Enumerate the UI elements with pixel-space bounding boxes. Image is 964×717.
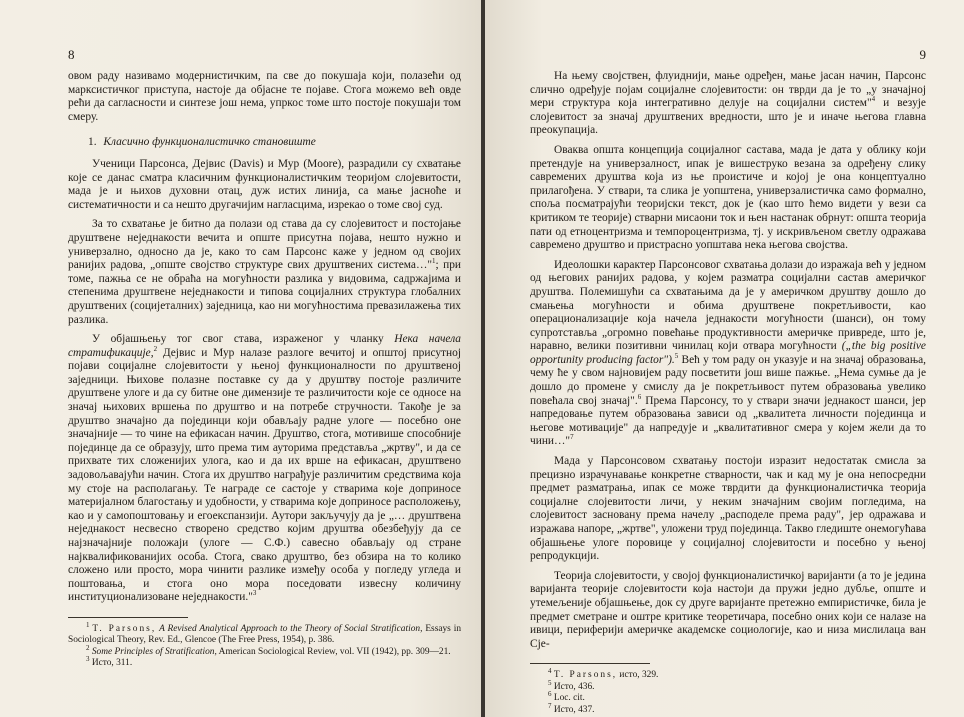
article-title: Нека начела стратификације, xyxy=(68,333,461,359)
paragraph-3-rest: Дејвис и Мур налазе разлоге вечитој и општој присутној појави социјалне слојевитости у њеној функционалности по друштвеној заједници. Њихове полазне поставке су да у друштву постоје различите друштвене улоге и да су битне оне димензије те различитости које се односе на значај њихових вршења по друштво и на потребе стручности. Такође је за друштво значајно да појединци који обављају радне улоге — посебно оне значајније — то чине на ефикасан начин. Друштво, стога, мотивише способније појединце да се образују, што према тим ауторима представља „жртву", и да се прихвате тих сложенијих улога, као и да их врше на ефикасан, друштвено задовољавајући начин. Стога их друштво награђује различитим средствима која му стоје на располагању. Те награде се састоје у стварима које доприносе материјалном благостању и удобности, у стварима које доприносе расположењу, као и у самопоштовању и егоекспанзији. Аутори закључују да је „… друштвена неједнакост несвесно створено средство којим друштва обезбеђују да се најзначајније положаји (улоге — С.Ф.) савесно обављају од стране најквалификованијих особа. Стога, свако друштво, без обзира на то колико сложено или просто, мора чинити разлике између особа у погледу угледа и поштовања, и стога оно мора поседовати извесну количину институционализоване неједнакости." xyxy=(68,346,461,604)
footnote-text: Loc. cit. xyxy=(553,693,585,704)
paragraph-2: Оваква општа концепција социјалног састава, мада је дата у облику који претендује на универзалност, ипак је вишеструко везана за одређену слику савремених друштва која из ње проистиче и којој је она концептуално прилагођена. У ствари, та слика је уопштена, универзалистичка само формално, споља посматрајући теоријски текст, док је (као што ћемо видети у вези са критиком те теорије) стварни мисаони ток и њен настанак обрнут: општа теорија пати од етноцентризма и темпороцентризма, тј. у искривљеном светлу одражава савремено друштво и пристрасно уопштава нека његова својства. xyxy=(530,143,926,252)
footnote-number: 1 xyxy=(86,620,90,629)
paragraph-1-rest: и везује слојевитост за значај друштвених вредности, што је и иначе његова главна преокупација. xyxy=(530,97,926,137)
right-page xyxy=(485,0,964,717)
intro-paragraph: овом раду називамо модернистичким, па све до покушаја који, полазећи од марксистичког приступа, настоје да објасне те појаве. Стога можемо већ овде рећи да сагласности и синтезе још нема, упркос томе што постоје покушаји том смеру. xyxy=(68,70,461,123)
footnote-ref-7: 7 xyxy=(570,433,574,442)
footnote-number: 3 xyxy=(86,655,90,664)
footnote-1 xyxy=(68,620,462,647)
paragraph-1 xyxy=(530,70,926,138)
paragraph-4: Мада у Парсонсовом схватању постоји изразит недостатак смисла за прецизно израчунавање конкретне стварности, чак и кад му је она непосредни предмет разматрања, ипак се може тврдити да функционалистичка теорија социјалне слојевитости личи, у неким значајним својим погледима, на слојевитост засновану према начелу „расподеле према раду", јер одражава и изражава напоре, „жртве", уложени труд појединца. Такво гледиште онемогућава објашњење улоге поровице у социјалној слојевитости и посебно у њеној репродукцији. xyxy=(530,455,926,563)
footnote-text: исто, 329. xyxy=(617,670,659,681)
paragraph-3-end: Према Парсонсу, то у ствари значи једнакост шанси, јер напредовање путем образовања зависи од „квалитета личности појединца и његове мотивације" да напредује и „квалитативног смера у којем жели да то чини…" xyxy=(530,394,926,448)
paragraph-3-lead: Идеолошки карактер Парсонсовог схватања долази до изражаја већ у једном од његових ранијих радова, у којем разматра социјални састав америчког друштва. Полемишући са схватањима да је у америчком друштву дошло до смањења могућности и обима друштвене покретљивости, као операционализације која начела једнакости могућности (шанси), он тому супротставља „огромно повећање продуктивности америчке привреде, што је, наравно, велики позитивни чинилац који отвара могућности xyxy=(530,258,926,353)
page-number: 9 xyxy=(919,47,926,62)
footnote-number: 7 xyxy=(548,701,552,710)
footnote-number: 5 xyxy=(548,678,552,687)
paragraph-3 xyxy=(530,259,926,449)
footnote-text: Исто, 436. xyxy=(553,681,595,692)
paragraph-5: Теорија слојевитости, у својој функционалистичкој варијанти (а то је једина варијанта теорије слојевитости која настоји да пружи једно дубље, опште и утемељеније објашњење, док су друге варијанте претежно емпиристичке, била је предмет сметране и оштре критике теоретичара, посебно оних који се налазе на ивици, периферији америчке академске социологије, као и низа мислилаца ван Сје- xyxy=(530,569,926,650)
footnote-ref-5: 5 xyxy=(674,352,679,361)
paragraph-2-text: За то схватање је битно да полази од става да су слојевитост и постојање друштвене неједнакости вечита и опште присутна појава, нешто нужно и универзално, односно да је, како то сам Парсонс каже у једном од својих ранијих радова, „опште својство структуре свих друштвених система…" xyxy=(68,218,461,272)
section-number: 1. xyxy=(88,136,97,149)
footnote-text: Исто, 437. xyxy=(553,704,595,715)
footnote-text: Essays in Sociological Theory, Rev. Ed., Glencoe (The Free Press, 1954), p. 386. xyxy=(68,623,462,646)
footnote-5 xyxy=(530,678,926,693)
section-title: Класично функционалистичко становиште xyxy=(103,136,316,149)
footnote-ref-2: 2 xyxy=(153,344,158,353)
footnote-text: Исто, 311. xyxy=(91,658,133,669)
footnote-title: A Revised Analytical Approach to the Theory of Social Stratification, xyxy=(159,623,423,634)
english-quote: („the big positive opportunity producing factor"). xyxy=(530,340,926,366)
paragraph-3 xyxy=(68,333,461,605)
footnote-divider xyxy=(530,663,650,664)
footnote-3 xyxy=(68,655,461,669)
paragraph-3-lead: У објашњењу тог свог става, израженог у чланку xyxy=(92,333,384,346)
footnote-4 xyxy=(530,667,926,681)
footnote-number: 6 xyxy=(548,690,552,699)
page-number: 8 xyxy=(68,47,75,62)
footnote-number: 4 xyxy=(548,667,552,676)
footnote-2 xyxy=(68,643,461,658)
footnote-ref-1: 1 xyxy=(432,257,436,266)
footnote-author: T. Parsons, xyxy=(553,670,618,681)
footnote-6 xyxy=(530,690,926,704)
footnote-title: Some Principles of Stratification, xyxy=(91,646,217,657)
paragraph-3-mid: Већ у том раду он указује и на значај образовања, чему ће у свом најновијем раду посветити још више пажње. „Нема сумње да је дошло до промене у смислу да је покретљивост путем образовања увелико повећала свој значај". xyxy=(530,353,926,407)
footnote-number: 2 xyxy=(86,643,90,652)
footnote-divider xyxy=(68,617,188,618)
section-heading xyxy=(88,136,461,150)
paragraph-2-rest: ; при томе, пажња се не обраћа на могућности разлика у видовима, садржајима и степенима друштвене неједнакости и типова социјалних структура глобалних друштвених (социјеталних) заједница, као ни могућностима превазилажења тих разлика. xyxy=(68,259,462,326)
footnote-ref-6: 6 xyxy=(637,392,642,401)
left-page xyxy=(0,0,481,717)
footnote-ref-4: 4 xyxy=(871,95,876,104)
footnote-ref-3: 3 xyxy=(252,589,257,598)
paragraph-1: Ученици Парсонса, Дејвис (Davis) и Мур (Moore), разрадили су схватање које се данас сматра класичним функционалистичким теоријом слојевитости, мада је и њихов духовни отац, дуж истих линија, са мање јасноће и систематичности и са нешто другачијим нагласцима, изрекао о томе свој суд. xyxy=(68,157,461,211)
paragraph-1-text: На њему својствен, флуиднији, мање одређен, мање јасан начин, Парсонс слично одређује појам социјалне слојевитости: он тврди да је то „у значајној мери структура која интегративно делује на социјални систем" xyxy=(530,70,926,110)
footnote-text: American Sociological Review, vol. VII (1942), pp. 309—21. xyxy=(218,646,451,657)
paragraph-2 xyxy=(68,218,461,327)
footnote-7 xyxy=(530,701,926,716)
footnote-author: T. Parsons, xyxy=(92,623,157,634)
